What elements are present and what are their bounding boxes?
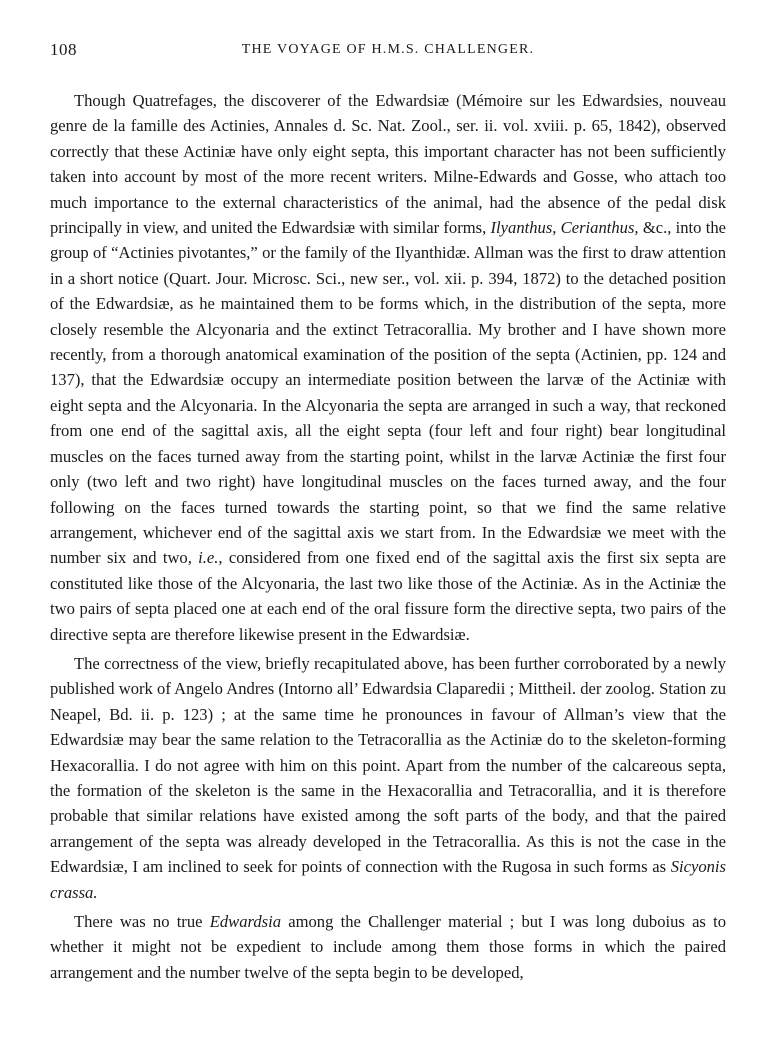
- text-span: , considered from one fixed end of the sagittal axis the first six septa are constituted like those of the Alcyonaria, the last two like those of the Actiniæ. As in the Actiniæ the two pairs of septa placed one at each end of the oral fissure form the directive septa, two pairs of the directive septa are therefore likewise present in the Edwardsiæ.: [50, 548, 726, 644]
- running-title: THE VOYAGE OF H.M.S. CHALLENGER.: [241, 42, 535, 57]
- text-span: among the Challenger material ; but I was long duboius as to whether it might not be expedient to include among them those forms in which the paired arrangement and the number twelve of the septa begin to be developed,: [50, 912, 727, 982]
- italic-ie: i.e.: [198, 548, 219, 568]
- italic-species-name: Sicyonis crassa.: [50, 857, 726, 902]
- text-span: There was no true: [74, 912, 210, 931]
- page: [50, 40, 726, 985]
- text-span: &c., into the group of “Actinies pivotantes,” or the family of the Ilyanthidæ. Allman was the first to draw attention in a short notice (Quart. Jour. Microsc. Sci., new ser., vol. xii. p. 394, 1872) to the detached position of the Edwardsiæ, as he maintained them to be forms which, in the distribution of the septa, more closely resemble the Alcyonaria and the extinct Tetracorallia. My brother and I have shown more recently, from a thorough anatomical examination of the position of the septa (Actinien, pp. 124 and 137), that the Edwardsiæ occupy an intermediate position between the larvæ of the Actiniæ with eight septa and the Alcyonaria. In the Alcyonaria the septa are arranged in such a way, that reckoned from one end of the sagittal axis, all the eight septa (four left and four right) bear longitudinal muscles on the faces turned away from the starting point, whilst in the larvæ Actiniæ the first four only (two left and two right) have longitudinal muscles on the faces turned away, and the four following on the faces turned towards the starting point, so that we find the same relative arrangement, whichever end of the sagittal axis we start from. In the Edwardsiæ we meet with the number six and two,: [50, 218, 726, 568]
- page-number: 108: [50, 40, 77, 59]
- text-span: Though Quatrefages, the discoverer of the Edwardsiæ (Mémoire sur les Edwardsies, nouveau genre de la famille des Actinies, Annales d. Sc. Nat. Zool., ser. ii. vol. xviii. p. 65, 1842), observed correctly that these Actiniæ have only eight septa, this important character has not been sufficiently taken into account by most of the more recent writers. Milne-Edwards and Gosse, who attach too much importance to the external characteristics of the animal, had the absence of the pedal disk principally in view, and united the Edwardsiæ with similar forms,: [50, 91, 726, 238]
- body-text: [50, 88, 726, 985]
- paragraph-3: [50, 909, 726, 985]
- running-head: [50, 40, 726, 68]
- paragraph-1: [50, 88, 726, 647]
- italic-genus-names: Ilyanthus, Cerianthus,: [490, 218, 639, 238]
- italic-genus-name: Edwardsia: [209, 912, 282, 931]
- text-span: The correctness of the view, briefly recapitulated above, has been further corroborated by a newly published work of Angelo Andres (Intorno all’ Edwardsia Claparedii ; Mittheil. der zoolog. Station zu Neapel, Bd. ii. p. 123) ; at the same time he pronounces in favour of Allman’s view that the Edwardsiæ may bear the same relation to the Tetracorallia as the Actiniæ do to the skeleton-forming Hexacorallia. I do not agree with him on this point. Apart from the number of the calcareous septa, the formation of the skeleton is the same in the Hexacorallia and Tetracorallia, and it is therefore probable that similar relations have existed among the soft parts of the body, and that the paired arrangement of the septa was already developed in the Tetracorallia. As this is not the case in the Edwardsiæ, I am inclined to seek for points of connection with the Rugosa in such forms as: [50, 653, 726, 877]
- paragraph-2: [50, 651, 726, 905]
